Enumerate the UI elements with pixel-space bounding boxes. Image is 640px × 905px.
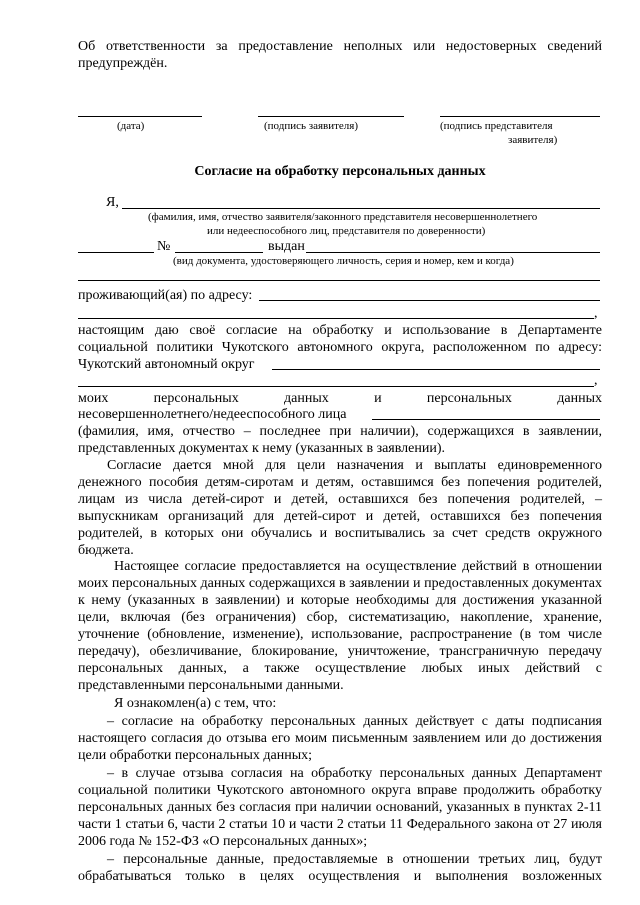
purpose-line-6: бюджета. — [78, 543, 134, 558]
body-line-3: Чукотский автономный округ — [78, 357, 255, 372]
doc-number-line[interactable] — [175, 252, 263, 253]
actions-line-2: моих персональных данных содержащихся в заявлении и предоставленных документах — [78, 576, 602, 591]
doc-type-line[interactable] — [78, 252, 154, 253]
fio-caption-1: (фамилия, имя, отчество заявителя/законного представителя несовершеннолетнего — [148, 211, 538, 223]
date-signature-line[interactable] — [78, 116, 202, 117]
minor-fio-line[interactable] — [372, 419, 600, 420]
item2-line-2: социальной политики Чукотского автономного округа вправе продолжить обработку — [78, 783, 602, 798]
purpose-line-2: денежного пособия детям-сиротам и детям, оставшимся без попечения родителей, — [78, 475, 602, 490]
actions-line-7: персональных данных, а также осуществление любых иных действий с — [78, 661, 602, 676]
doc-caption: (вид документа, удостоверяющего личность, серия и номер, кем и когда) — [173, 255, 514, 267]
doc-issued-label: выдан — [268, 239, 305, 254]
actions-line-4: цели, включая (без ограничения) сбор, систематизацию, накопление, хранение, — [78, 610, 602, 625]
comma-2: , — [594, 373, 598, 388]
doc-issued-line[interactable] — [306, 252, 600, 253]
purpose-line-1: Согласие дается мной для цели назначения и выплаты единовременного — [107, 458, 602, 473]
acquainted-line: Я ознакомлен(а) с тем, что: — [114, 696, 277, 711]
item3-line-2: обрабатываться только в целях осуществления и выполнения возложенных — [78, 869, 602, 884]
item1-line-3: цели обработки персональных данных; — [78, 748, 313, 763]
ya-label: Я, — [106, 195, 119, 210]
item1-line-2: настоящего согласия до отзыва его моим письменным заявлением или до достижения — [78, 731, 602, 746]
address-line-2[interactable] — [78, 318, 594, 319]
personal-data-line: моих персональных данных и персональных данных — [78, 391, 602, 406]
item2-line-1: – в случае отзыва согласия на обработку персональных данных Департамент — [107, 766, 602, 781]
doc-number-sign: № — [157, 239, 171, 254]
actions-line-5: уточнение (обновление, изменение), использование, распространение (в том числе — [78, 627, 602, 642]
representative-signature-caption-2: заявителя) — [508, 134, 558, 146]
address-line[interactable] — [259, 300, 600, 301]
purpose-line-4: выпускникам организаций для детей-сирот и детей, оставшихся без попечения — [78, 509, 602, 524]
fio-input-line[interactable] — [122, 208, 600, 209]
item3-line-1: – персональные данные, предоставляемые в отношении третьих лиц, будут — [107, 852, 602, 867]
item2-line-3: персональных данных без согласия при наличии оснований, указанных в пунктах 2-11 — [78, 800, 602, 815]
item1-line-1: – согласие на обработку персональных данных действует с даты подписания — [107, 714, 602, 729]
purpose-line-3: лицам из числа детей-сирот и детей, оставшихся без попечения родителей, – — [78, 492, 602, 507]
body-line-1: настоящим даю своё согласие на обработку и использование в Департаменте — [78, 323, 602, 338]
blank-line-2[interactable] — [78, 386, 594, 387]
item2-line-5: 2006 года № 152-ФЗ «О персональных данных»; — [78, 834, 368, 849]
body-line-2: социальной политики Чукотского автономного округа, расположенном по адресу: — [78, 340, 602, 355]
date-caption: (дата) — [117, 120, 145, 132]
comma-1: , — [594, 306, 598, 321]
fio-caption-2: или недееспособного лиц, представителя по доверенности) — [207, 225, 486, 237]
region-address-line[interactable] — [272, 369, 600, 370]
warning-line-2: предупреждён. — [78, 56, 168, 71]
actions-line-6: передачу), обезличивание, блокирование, уничтожение, трансграничную передачу — [78, 644, 602, 659]
item2-line-4: части 1 статьи 6, части 2 статьи 10 и части 2 статьи 11 Федерального закона от 27 июля — [78, 817, 602, 832]
consent-title: Согласие на обработку персональных данных — [194, 164, 486, 179]
warning-line-1: Об ответственности за предоставление неполных или недостоверных сведений — [78, 39, 602, 54]
actions-line-8: представленными персональными данными. — [78, 678, 344, 693]
minor-line: несовершеннолетнего/недееспособного лица — [78, 407, 347, 422]
fio-note-line-2: представленных документах к нему (указанных в заявлении). — [78, 441, 446, 456]
representative-signature-line[interactable] — [440, 116, 600, 117]
applicant-signature-line[interactable] — [258, 116, 404, 117]
purpose-line-5: родителей, в которых они обучались и воспитывались за счет средств окружного — [78, 526, 602, 541]
representative-signature-caption-1: (подпись представителя — [440, 120, 553, 132]
blank-line-1[interactable] — [78, 280, 600, 281]
actions-line-3: к нему (указанных в заявлении) и которые необходимы для достижения указанной — [78, 593, 602, 608]
address-label: проживающий(ая) по адресу: — [78, 288, 253, 303]
applicant-signature-caption: (подпись заявителя) — [264, 120, 359, 132]
fio-note-line-1: (фамилия, имя, отчество – последнее при наличии), содержащихся в заявлении, — [78, 424, 602, 439]
actions-line-1: Настоящее согласие предоставляется на осуществление действий в отношении — [114, 559, 602, 574]
